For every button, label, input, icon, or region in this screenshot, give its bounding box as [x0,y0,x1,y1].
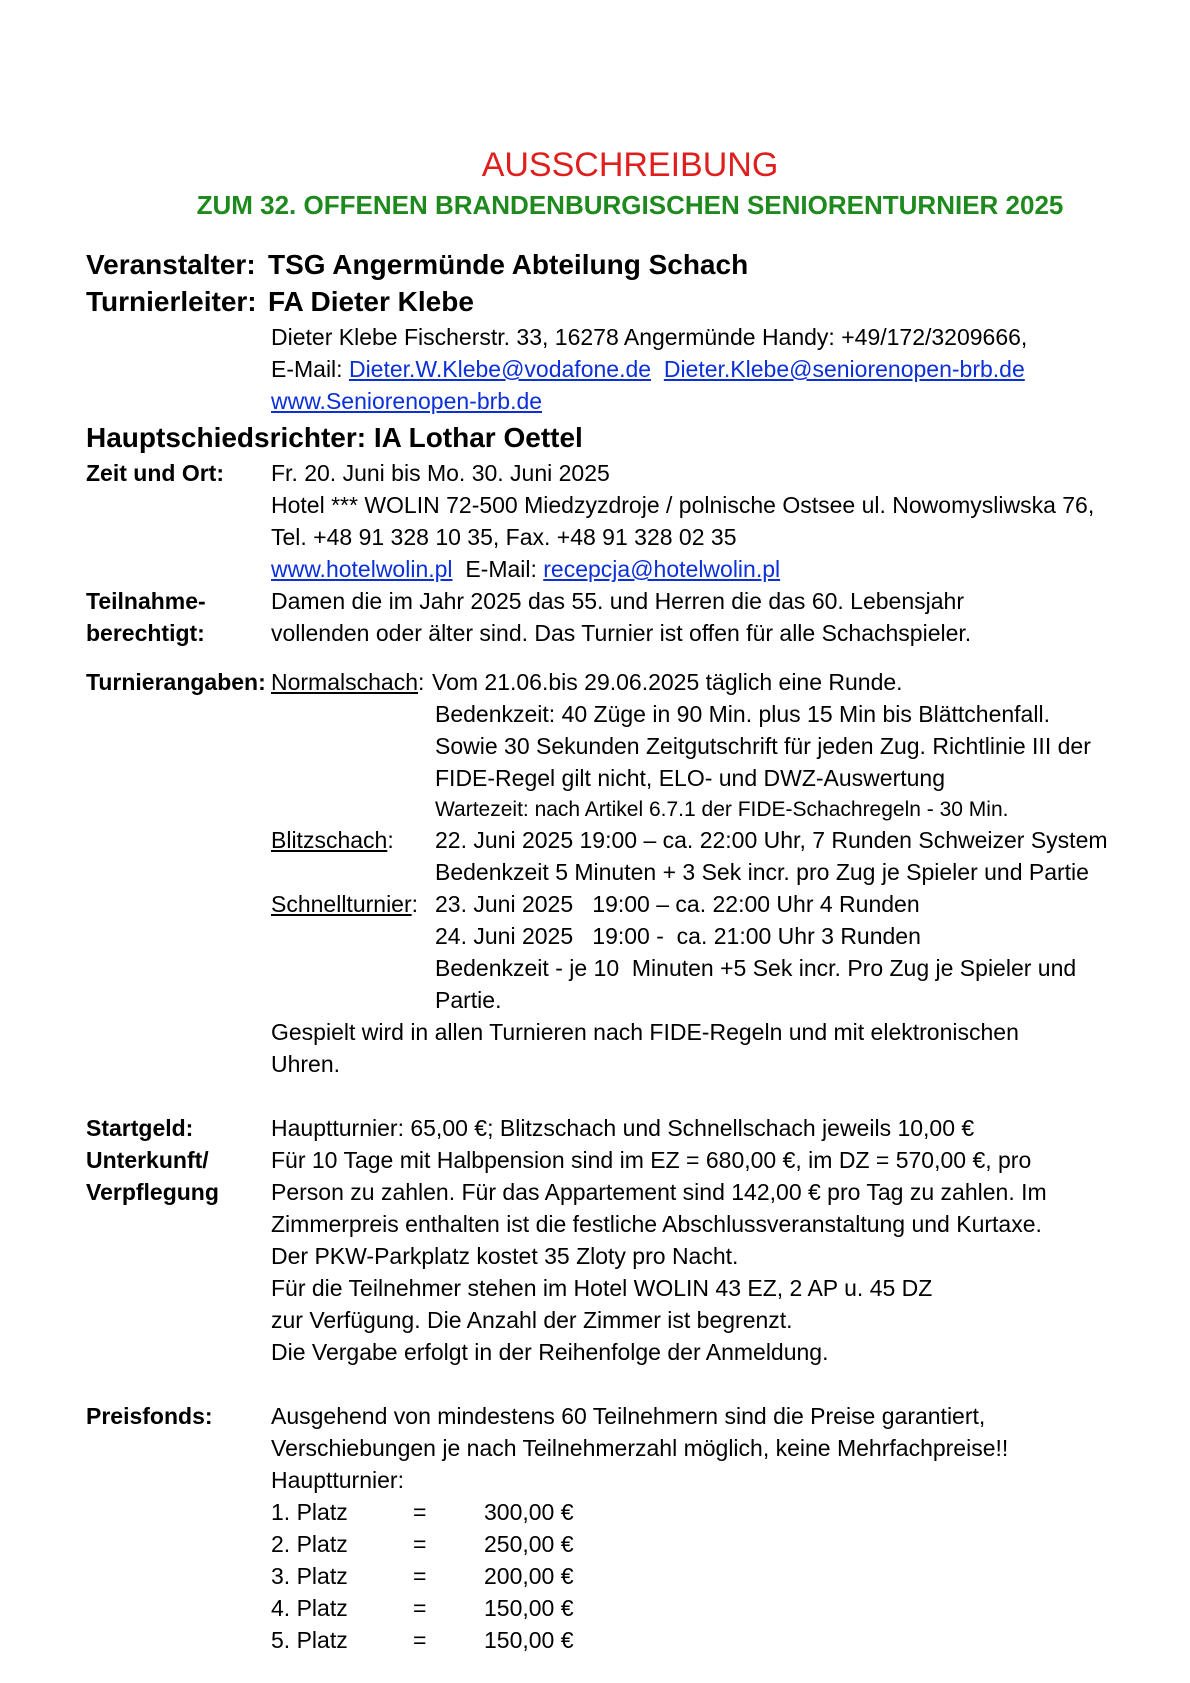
accommodation-line-7: Die Vergabe erfolgt in der Reihenfolge der Anmeldung. [271,1339,829,1365]
accommodation-line-4: Der PKW-Parkplatz kostet 35 Zloty pro Nacht. [271,1243,739,1269]
time-place-hotel: Hotel *** WOLIN 72-500 Miedzyzdroje / polnische Ostsee ul. Nowomysliwska 76, [271,492,1095,518]
hotel-email-label: E-Mail: [465,556,537,582]
prize-place-3: 3. Platz [271,1563,348,1589]
normal-line-1: Vom 21.06.bis 29.06.2025 täglich eine Runde. [432,669,903,695]
prize-eq-1: = [413,1499,427,1525]
director-address: Dieter Klebe Fischerstr. 33, 16278 Angermünde Handy: +49/172/3209666, [271,324,1028,350]
hotel-website-link[interactable]: www.hotelwolin.pl [271,556,453,582]
accommodation-line-1: Für 10 Tage mit Halbpension sind im EZ = 680,00 €, im DZ = 570,00 €, pro [271,1147,1032,1173]
prize-place-1: 1. Platz [271,1499,348,1525]
normal-chess-name: Normalschach [271,669,418,695]
rapid-line-1: 23. Juni 2025 19:00 – ca. 22:00 Uhr 4 Runden [435,891,920,917]
rules-line-1: Gespielt wird in allen Turnieren nach FIDE-Regeln und mit elektronischen [271,1019,1019,1045]
document-title: AUSSCHREIBUNG [481,146,779,184]
time-place-phone: Tel. +48 91 328 10 35, Fax. +48 91 328 02 35 [271,524,737,550]
normal-line-2: Bedenkzeit: 40 Züge in 90 Min. plus 15 Min bis Blättchenfall. [435,701,1050,727]
time-place-dates: Fr. 20. Juni bis Mo. 30. Juni 2025 [271,460,610,486]
director-label: Turnierleiter: [86,286,257,317]
blitz-name: Blitzschach [271,827,388,853]
rapid-line-4: Partie. [435,987,502,1013]
organizer-label: Veranstalter: [86,249,256,280]
normal-chess-heading: Normalschach: [271,669,425,695]
prizes-label: Preisfonds: [86,1403,213,1429]
prize-eq-2: = [413,1531,427,1557]
prize-amount-4: 150,00 € [484,1595,574,1621]
hotel-email-link[interactable]: recepcja@hotelwolin.pl [543,556,781,582]
rapid-line-3: Bedenkzeit - je 10 Minuten +5 Sek incr. Pro Zug je Spieler und [435,955,1077,981]
email-label: E-Mail: [271,356,343,382]
eligibility-line-2: vollenden oder älter sind. Das Turnier ist offen für alle Schachspieler. [271,620,972,646]
normal-line-4: FIDE-Regel gilt nicht, ELO- und DWZ-Auswertung [435,765,946,791]
rapid-line-2: 24. Juni 2025 19:00 - ca. 21:00 Uhr 3 Runden [435,923,921,949]
time-place-web-line [271,556,780,583]
time-place-label: Zeit und Ort: [86,460,224,486]
prizes-line-2: Verschiebungen je nach Teilnehmerzahl möglich, keine Mehrfachpreise!! [271,1435,1009,1461]
rules-line-2: Uhren. [271,1051,341,1077]
blitz-line-2: Bedenkzeit 5 Minuten + 3 Sek incr. pro Zug je Spieler und Partie [435,859,1089,885]
eligibility-label-2: berechtigt: [86,620,205,646]
prize-amount-3: 200,00 € [484,1563,574,1589]
prize-place-5: 5. Platz [271,1627,348,1653]
accommodation-line-6: zur Verfügung. Die Anzahl der Zimmer ist begrenzt. [271,1307,793,1333]
document-subtitle: ZUM 32. OFFENEN BRANDENBURGISCHEN SENIORENTURNIER 2025 [196,190,1064,220]
accommodation-line-3: Zimmerpreis enthalten ist die festliche Abschlussveranstaltung und Kurtaxe. [271,1211,1042,1237]
eligibility-line-1: Damen die im Jahr 2025 das 55. und Herren die das 60. Lebensjahr [271,588,964,614]
accommodation-label-2: Verpflegung [86,1179,219,1205]
arbiter-line: Hauptschiedsrichter: IA Lothar Oettel [86,422,583,453]
organizer-value: TSG Angermünde Abteilung Schach [268,249,749,280]
director-email-link-1[interactable]: Dieter.W.Klebe@vodafone.de [348,356,652,382]
director-website-link[interactable]: www.Seniorenopen-brb.de [271,388,543,414]
prize-eq-3: = [413,1563,427,1589]
eligibility-label-1: Teilnahme- [86,588,206,614]
fees-label: Startgeld: [86,1115,194,1141]
prize-amount-1: 300,00 € [484,1499,574,1525]
blitz-heading: Blitzschach: [271,827,394,853]
prize-place-4: 4. Platz [271,1595,348,1621]
rapid-name: Schnellturnier [271,891,412,917]
prize-eq-5: = [413,1627,427,1653]
director-email-link-2[interactable]: Dieter.Klebe@seniorenopen-brb.de [663,356,1025,382]
director-value: FA Dieter Klebe [268,286,474,317]
prize-place-2: 2. Platz [271,1531,348,1557]
normal-line-5: Wartezeit: nach Artikel 6.7.1 der FIDE-Schachregeln - 30 Min. [435,798,1009,821]
accommodation-line-5: Für die Teilnehmer stehen im Hotel WOLIN 43 EZ, 2 AP u. 45 DZ [271,1275,933,1301]
prizes-line-1: Ausgehend von mindestens 60 Teilnehmern sind die Preise garantiert, [271,1403,986,1429]
director-email-line [271,356,1025,383]
tournament-label: Turnierangaben: [86,669,266,695]
accommodation-label-1: Unterkunft/ [86,1147,209,1173]
blitz-line-1: 22. Juni 2025 19:00 – ca. 22:00 Uhr, 7 Runden Schweizer System [435,827,1108,853]
rapid-heading: Schnellturnier: [271,891,419,917]
prize-eq-4: = [413,1595,427,1621]
prizes-line-3: Hauptturnier: [271,1467,404,1493]
prize-amount-2: 250,00 € [484,1531,574,1557]
accommodation-line-2: Person zu zahlen. Für das Appartement sind 142,00 € pro Tag zu zahlen. Im [271,1179,1047,1205]
normal-line-3: Sowie 30 Sekunden Zeitgutschrift für jeden Zug. Richtlinie III der [435,733,1091,759]
fees-text: Hauptturnier: 65,00 €; Blitzschach und Schnellschach jeweils 10,00 € [271,1115,975,1141]
prize-amount-5: 150,00 € [484,1627,574,1653]
